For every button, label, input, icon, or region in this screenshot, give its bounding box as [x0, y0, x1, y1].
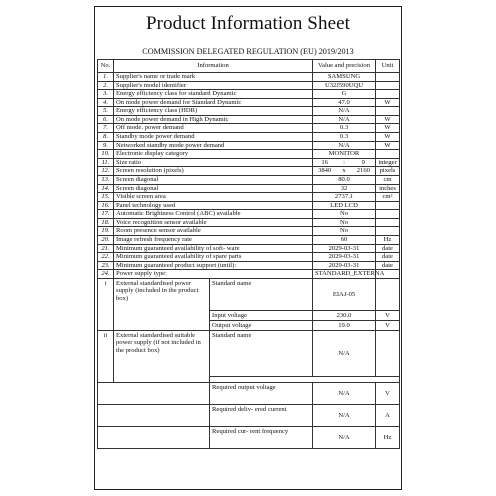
row-unit: date [376, 244, 400, 253]
table-row [98, 235, 400, 244]
regulation-heading: COMMISSION DELEGATED REGULATION (EU) 2019/2013 [142, 47, 354, 56]
row-value: 0.3 [313, 124, 376, 133]
table-header-row [98, 60, 400, 73]
row-number: 19. [98, 227, 114, 236]
row-value: 60 [313, 235, 376, 244]
row-value: G [313, 90, 376, 99]
row-value: 2029-03-31 [313, 253, 376, 262]
row-information: Panel technology used [114, 201, 313, 210]
table-row [98, 261, 400, 270]
row-information: Automatic Brightness Control (ABC) available [114, 210, 313, 219]
row-information: On mode power demand for Standard Dynamic [114, 98, 313, 107]
table-row [98, 193, 400, 202]
header-no: No. [98, 60, 114, 73]
table-row [98, 330, 400, 376]
table-row [98, 107, 400, 116]
row-information: Image refresh frequency rate [114, 235, 313, 244]
psu-i-standard-label: Standard name [210, 278, 313, 310]
row-unit [376, 90, 400, 99]
row-value: 0.3 [313, 133, 376, 142]
table-row [98, 278, 400, 310]
row-information: On mode power demand in High Dynamic [114, 115, 313, 124]
row-information: Power supply type: [114, 270, 313, 279]
psu-ii-number: ii [98, 330, 114, 382]
row-value: 32 [313, 184, 376, 193]
table-row [98, 73, 400, 82]
row-unit: inches [376, 184, 400, 193]
row-unit: pixels [376, 167, 400, 176]
row-unit [376, 81, 400, 90]
row-information: Screen diagonal [114, 175, 313, 184]
row-number: 7. [98, 124, 114, 133]
table-row [98, 201, 400, 210]
product-information-sheet [94, 6, 402, 490]
row-information: Screen diagonal [114, 184, 313, 193]
row-value: N/A [313, 107, 376, 116]
psu-i-standard-unit [376, 278, 400, 310]
row-information: Networked standby mode power demand [114, 141, 313, 150]
row-value: No [313, 218, 376, 227]
table-row [98, 227, 400, 236]
row-value: N/A [313, 141, 376, 150]
row-information: Supplier's name or trade mark [114, 73, 313, 82]
psu-ii-current-label: Required deliv- ered current [210, 404, 313, 426]
row-number: 4. [98, 98, 114, 107]
row-unit [376, 210, 400, 219]
row-unit [376, 107, 400, 116]
row-information: Energy efficiency class for standard Dynamic [114, 90, 313, 99]
table-row [98, 81, 400, 90]
psu-ii-frequency-unit: Hz [376, 426, 400, 448]
row-unit [376, 218, 400, 227]
row-information: Off mode. power demand [114, 124, 313, 133]
row-value [313, 167, 376, 176]
row-information: Visible screen area [114, 193, 313, 202]
row-information: Voice recognition sensor available [114, 218, 313, 227]
table-row [98, 382, 400, 404]
psu-ii-out-voltage-label: Required output voltage [210, 382, 313, 404]
table-row [98, 404, 400, 426]
row-unit: W [376, 141, 400, 150]
psu-ii-standard-unit [376, 330, 400, 376]
table-row [98, 253, 400, 262]
row-information: Electronic display category [114, 150, 313, 159]
row-unit: W [376, 98, 400, 107]
row-number: 15. [98, 193, 114, 202]
row-unit: date [376, 253, 400, 262]
table-row [98, 218, 400, 227]
row-number: 14. [98, 184, 114, 193]
psu-i-output-label: Output voltage [210, 320, 313, 330]
row-value: No [313, 210, 376, 219]
psu-i-number: i [98, 278, 114, 330]
sheet-title: Product Information Sheet [145, 13, 351, 34]
row-value-part: 16 [321, 158, 328, 166]
table-row [98, 426, 400, 448]
row-value-part: 9 [361, 158, 365, 166]
header-unit: Unit [376, 60, 400, 73]
row-value: LED LCD [313, 201, 376, 210]
product-info-table [97, 59, 400, 449]
row-information: Minimum guaranteed product support (until): [114, 261, 313, 270]
row-number: 12. [98, 167, 114, 176]
psu-ii-out-voltage-unit: V [376, 382, 400, 404]
row-value: STANDARD_EXTERNA [313, 270, 376, 279]
row-number: 10. [98, 150, 114, 159]
table-row [98, 244, 400, 253]
row-number: 23. [98, 261, 114, 270]
row-information: Supplier's model identifier [114, 81, 313, 90]
row-unit [376, 73, 400, 82]
header-information: Information [114, 60, 313, 73]
table-row [98, 158, 400, 167]
row-number: 5. [98, 107, 114, 116]
table-row [98, 150, 400, 159]
row-unit: W [376, 124, 400, 133]
psu-ii-description: External standardised suitable power supply (if not included in the product box) [114, 330, 210, 382]
row-number: 21. [98, 244, 114, 253]
row-value: 2029-03-31 [313, 244, 376, 253]
table-row [98, 270, 400, 279]
row-value-part: 2160 [356, 167, 370, 175]
table-row [98, 210, 400, 219]
table-row [98, 133, 400, 142]
row-value: No [313, 227, 376, 236]
row-value: N/A [313, 115, 376, 124]
psu-ii-standard-value: N/A [313, 330, 376, 376]
row-value-part: 3840 [318, 167, 332, 175]
table-row [98, 90, 400, 99]
row-value: U32J590UQU [313, 81, 376, 90]
row-number: 11. [98, 158, 114, 167]
psu-ii-current-value: N/A [313, 404, 376, 426]
row-information: Standby mode power demand [114, 133, 313, 142]
table-row [98, 175, 400, 184]
row-number: 16. [98, 201, 114, 210]
table-row [98, 141, 400, 150]
row-unit: Hz [376, 235, 400, 244]
row-unit [376, 227, 400, 236]
psu-i-description: External standardised power supply (included in the product box) [114, 278, 210, 330]
row-value: 80.0 [313, 175, 376, 184]
row-unit: cm² [376, 193, 400, 202]
row-value [313, 158, 376, 167]
row-value: SAMSUNG [313, 73, 376, 82]
psu-ii-frequency-label: Required cur- rent frequency [210, 426, 313, 448]
row-unit: W [376, 115, 400, 124]
table-row [98, 115, 400, 124]
psu-i-input-label: Input voltage [210, 310, 313, 320]
table-row [98, 167, 400, 176]
psu-i-input-unit: V [376, 310, 400, 320]
psu-ii-frequency-blank [98, 426, 210, 448]
row-number: 18. [98, 218, 114, 227]
row-number: 8. [98, 133, 114, 142]
row-number: 2. [98, 81, 114, 90]
psu-ii-current-blank [98, 404, 210, 426]
row-information: Energy efficiency class (HDR) [114, 107, 313, 116]
row-number: 20. [98, 235, 114, 244]
row-information: Size ratio [114, 158, 313, 167]
psu-ii-current-unit: A [376, 404, 400, 426]
table-row [98, 184, 400, 193]
row-number: 9. [98, 141, 114, 150]
psu-ii-out-voltage-value: N/A [313, 382, 376, 404]
row-unit [376, 150, 400, 159]
psu-i-output-value: 19.0 [313, 320, 376, 330]
row-information: Minimum guaranteed availability of soft- ware [114, 244, 313, 253]
row-number: 13. [98, 175, 114, 184]
row-information: Minimum guaranteed availability of spare parts [114, 253, 313, 262]
row-number: 24. [98, 270, 114, 279]
psu-i-standard-value: EIAJ-05 [313, 278, 376, 310]
table-row [98, 124, 400, 133]
header-value: Value and precision [313, 60, 376, 73]
row-value: MONITOR [313, 150, 376, 159]
row-number: 1. [98, 73, 114, 82]
row-unit: date [376, 261, 400, 270]
row-number: 6. [98, 115, 114, 124]
row-unit [376, 201, 400, 210]
row-number: 22. [98, 253, 114, 262]
psu-ii-out-voltage-blank [98, 382, 210, 404]
row-value: 2737.1 [313, 193, 376, 202]
row-information: Screen resolution (pixels) [114, 167, 313, 176]
row-number: 3. [98, 90, 114, 99]
row-number: 17. [98, 210, 114, 219]
row-unit: cm [376, 175, 400, 184]
psu-i-input-value: 230.0 [313, 310, 376, 320]
row-information: Room presence sensor available [114, 227, 313, 236]
row-value: 2029-03-31 [313, 261, 376, 270]
psu-ii-standard-label: Standard name [210, 330, 313, 376]
psu-ii-frequency-value: N/A [313, 426, 376, 448]
row-unit: integer [376, 158, 400, 167]
row-value-part: : [343, 158, 345, 166]
psu-i-output-unit: V [376, 320, 400, 330]
row-unit: W [376, 133, 400, 142]
row-value: 47.0 [313, 98, 376, 107]
table-row [98, 98, 400, 107]
row-value-part: x [342, 167, 346, 175]
